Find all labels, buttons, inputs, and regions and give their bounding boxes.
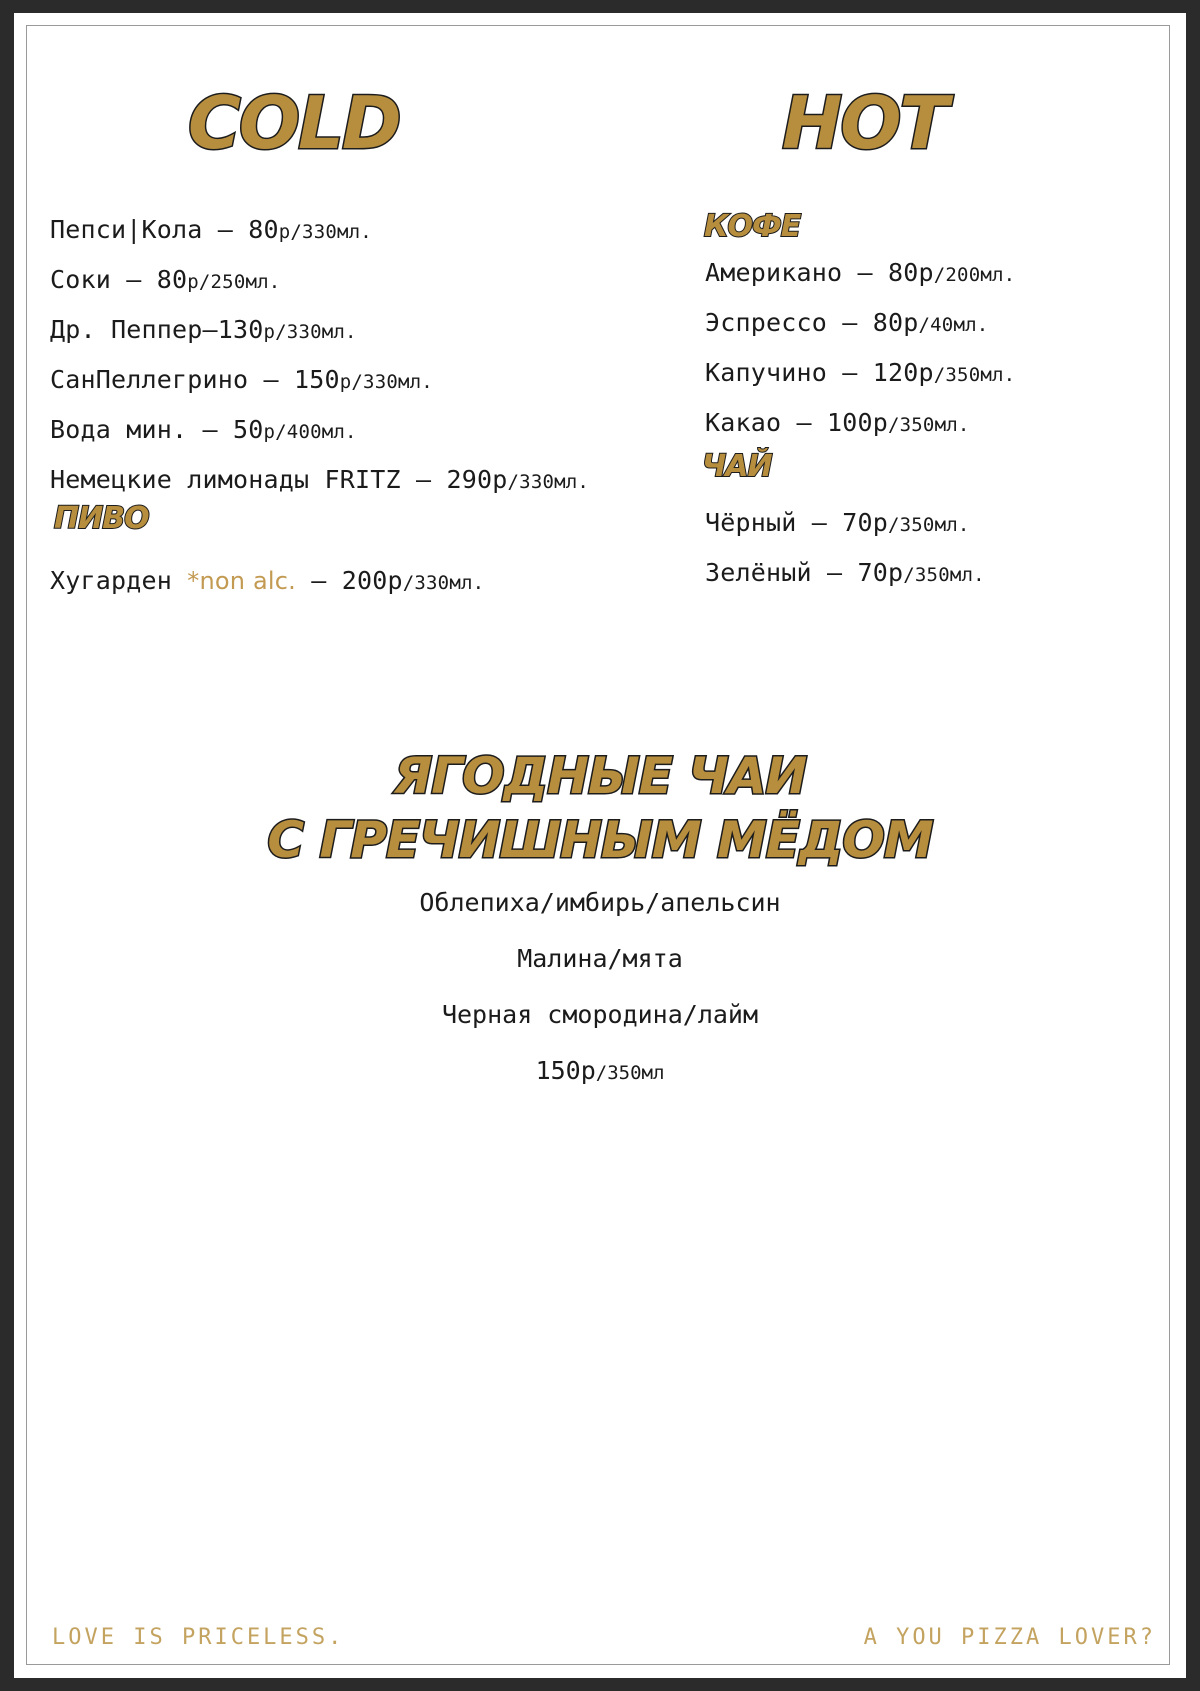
item-name: Соки – 80 [50,265,188,294]
item-name: Капучино – 120р [705,358,934,387]
price-amount: /350мл [595,1062,665,1084]
item-amount: р/250мл. [187,271,281,293]
menu-item-espresso [705,299,1015,349]
hot-section-title: HOT [782,81,947,165]
menu-item-black-tea [705,499,985,549]
item-name: Какао – 100р [705,408,889,437]
item-amount: р/330мл. [278,221,372,243]
item-amount: /350мл. [888,414,970,436]
item-name: Вода мин. – 50 [50,415,264,444]
item-amount: р/400мл. [263,421,357,443]
item-amount: /350мл. [903,564,985,586]
menu-item-juice [50,256,589,306]
berry-tea-price [14,1043,1186,1101]
item-name: Др. Пеппер–130 [50,315,264,344]
item-name: Хугарден [50,566,188,595]
footer-slogan-right: A YOU PIZZA LOVER? [863,1625,1156,1650]
price-value: 150р [535,1056,596,1085]
item-name: Пепси|Кола – 80 [50,215,279,244]
item-price: – 200р [296,566,403,595]
item-amount: /350мл. [933,364,1016,386]
berry-tea-title-line1: ЯГОДНЫЕ ЧАИ [393,747,807,805]
beer-list [50,557,484,607]
item-amount: /40мл. [918,314,989,336]
menu-item-americano [705,249,1015,299]
item-name: Чёрный – 70р [705,508,889,537]
berry-flavor-item: Малина/мята [517,944,683,973]
item-name: Немецкие лимонады FRITZ – 290р [50,465,508,494]
berry-flavor-item: Облепиха/имбирь/апельсин [419,888,781,917]
menu-item-green-tea [705,549,985,599]
coffee-subtitle: КОФЕ [704,209,801,244]
berry-flavor-item: Черная смородина/лайм [441,1000,759,1029]
item-amount: /350мл. [888,514,970,536]
item-amount: р/330мл. [263,321,357,343]
menu-item-pepsi [50,206,589,256]
cold-drinks-list [50,206,589,506]
item-name: СанПеллегрино – 150 [50,365,340,394]
item-amount: р/330мл. [339,371,433,393]
coffee-list [705,249,1015,449]
menu-item-dr-pepper [50,306,589,356]
menu-page [14,13,1186,1678]
menu-item-san-pellegrino [50,356,589,406]
berry-tea-title-line2: С ГРЕЧИШНЫМ МЁДОМ [267,811,933,869]
footer-slogan-left: LOVE IS PRICELESS. [52,1625,345,1650]
menu-item-fritz [50,456,589,506]
berry-tea-list [14,875,1186,1101]
item-name: Зелёный – 70р [705,558,904,587]
menu-item-mineral-water [50,406,589,456]
cold-section-title: COLD [188,81,400,165]
tea-subtitle: ЧАЙ [702,449,772,484]
non-alcoholic-note: *non alc. [187,567,296,595]
item-amount: /330мл. [507,471,590,493]
menu-item-cappuccino [705,349,1015,399]
menu-item-hoegaarden [50,557,484,607]
tea-list [705,499,985,599]
item-amount: /330мл. [402,572,485,594]
item-amount: /200мл. [933,264,1016,286]
item-name: Американо – 80р [705,258,934,287]
menu-item-cocoa [705,399,1015,449]
item-name: Эспрессо – 80р [705,308,919,337]
beer-subtitle: ПИВО [54,501,149,536]
